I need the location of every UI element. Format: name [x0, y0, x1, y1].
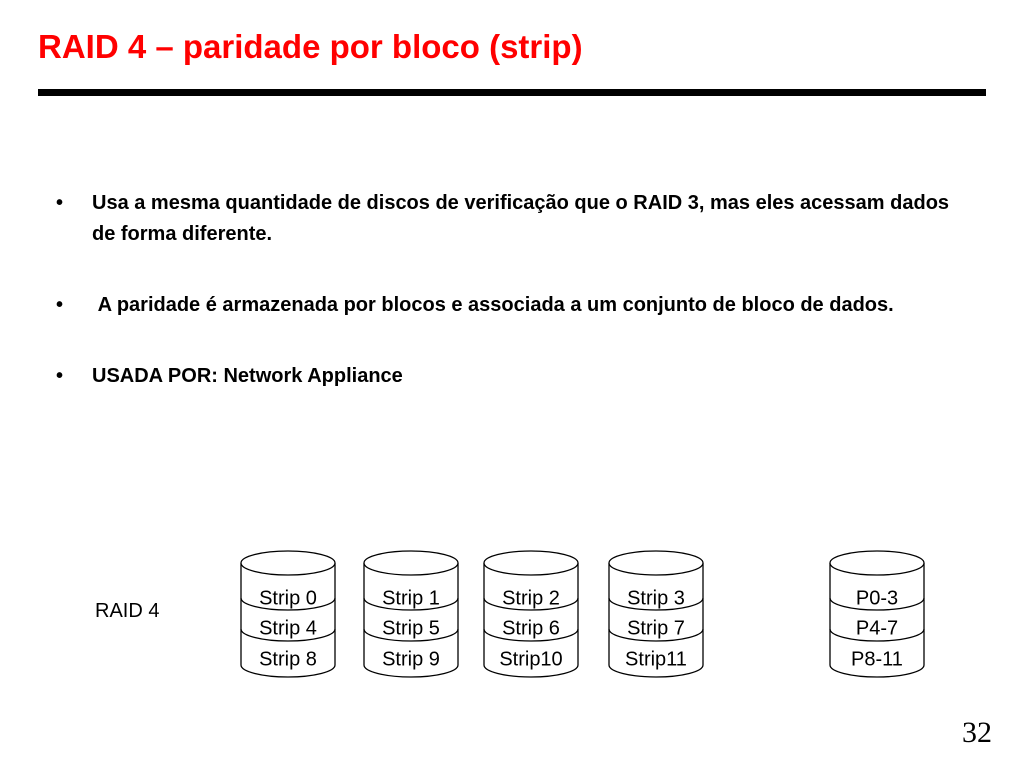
strip-label: Strip 4 [259, 617, 317, 640]
strip-label: Strip 6 [502, 617, 560, 640]
strip-label: P4-7 [855, 617, 899, 640]
strip-label: Strip 8 [259, 648, 317, 671]
disk-cylinder [484, 551, 578, 677]
page-number: 32 [962, 716, 992, 749]
bullet-text: A paridade é armazenada por blocos e associada a um conjunto de bloco de dados. [92, 294, 894, 316]
bullet-icon: • [56, 192, 64, 214]
slide-title: RAID 4 – paridade por bloco (strip) [38, 28, 583, 65]
strip-label: P8-11 [851, 648, 903, 671]
strip-label: Strip 1 [382, 587, 440, 610]
strip-label: Strip 9 [382, 648, 440, 671]
disk-cylinder [609, 551, 703, 677]
disk-cylinder [364, 551, 458, 677]
strip-label: P0-3 [855, 587, 899, 610]
bullet-icon: • [56, 365, 64, 387]
bullet-text: USADA POR: Network Appliance [92, 365, 403, 387]
disk-cylinder [830, 551, 924, 677]
strip-label: Strip 7 [627, 617, 685, 640]
strip-label: Strip10 [499, 648, 563, 671]
raid-label: RAID 4 [95, 600, 160, 622]
strip-label: Strip11 [625, 648, 687, 671]
strip-label: Strip 3 [627, 587, 685, 610]
bullet-text: Usa a mesma quantidade de discos de verificação que o RAID 3, mas eles acessam dados de forma diferente. [92, 192, 950, 245]
strip-label: Strip 0 [259, 587, 317, 610]
strip-label: Strip 2 [502, 587, 560, 610]
strip-label: Strip 5 [382, 617, 440, 640]
bullet-icon: • [56, 294, 64, 316]
disk-cylinder [241, 551, 335, 677]
